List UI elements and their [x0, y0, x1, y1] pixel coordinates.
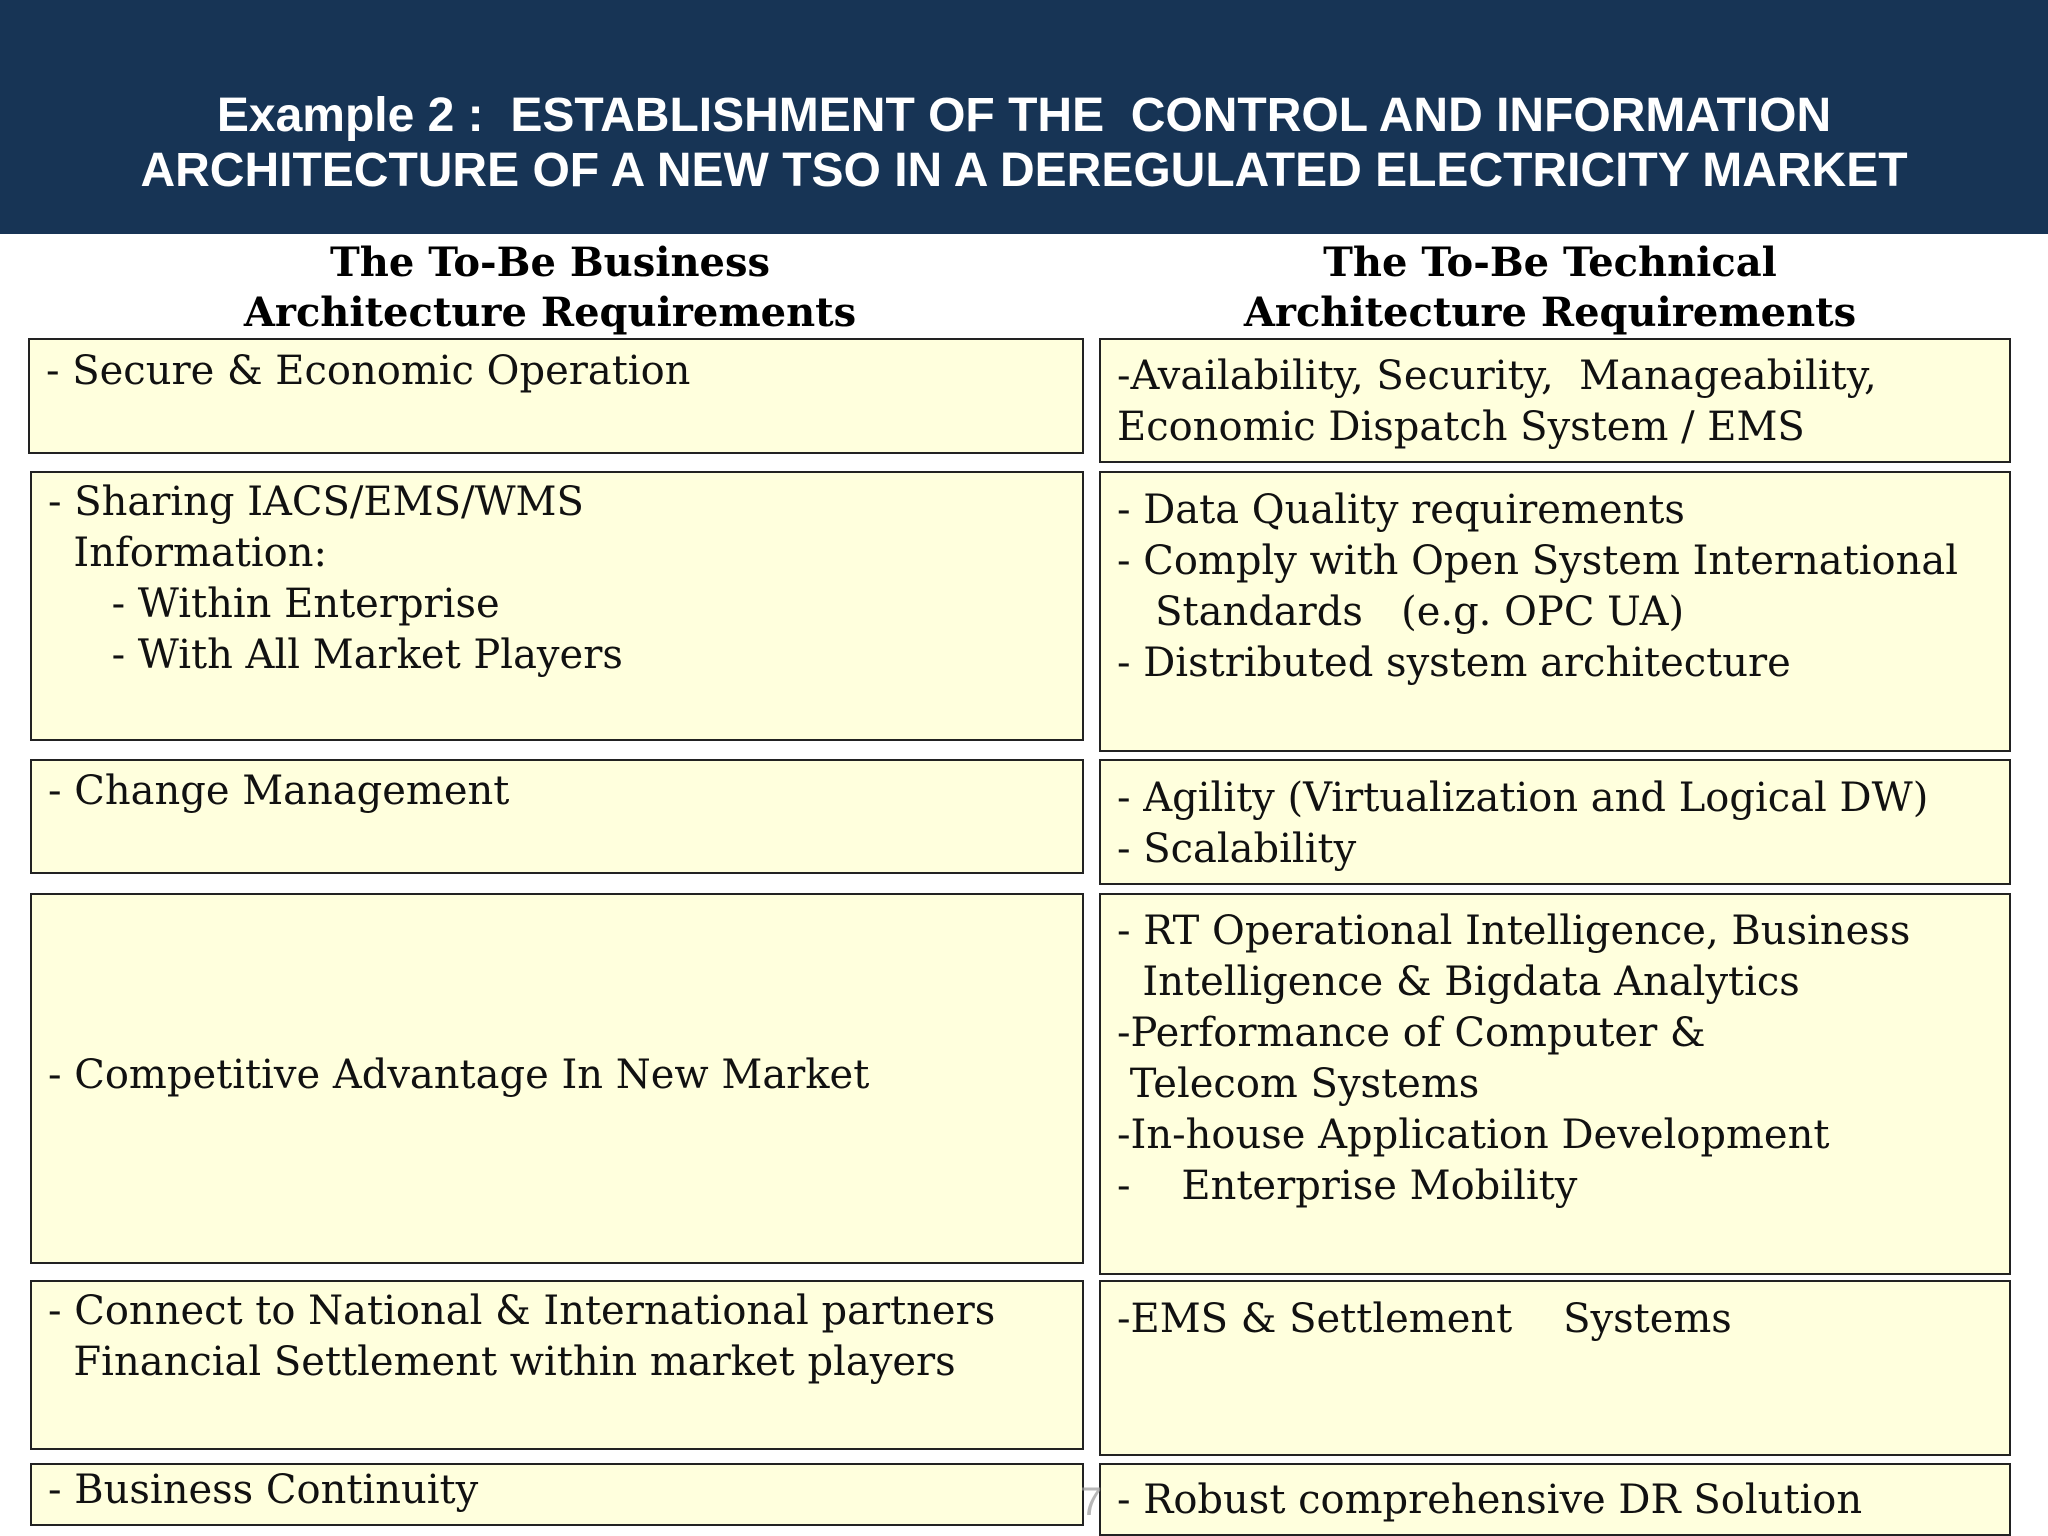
- business-box-line: - Connect to National & International partners: [48, 1288, 996, 1334]
- technical-heading-line-2: Architecture Requirements: [1243, 289, 1857, 336]
- page-number: 7: [1080, 1480, 1103, 1524]
- technical-box-line: Economic Dispatch System / EMS: [1117, 404, 1805, 450]
- business-box-secure-operation: [28, 338, 1084, 454]
- technical-box-line: - RT Operational Intelligence, Business: [1117, 908, 1911, 954]
- business-column-heading: [30, 238, 1070, 338]
- business-box-connect-partners: [30, 1280, 1084, 1450]
- business-box-line: Financial Settlement within market players: [48, 1339, 956, 1385]
- business-heading-line-2: Architecture Requirements: [243, 289, 857, 336]
- technical-column-heading: [1100, 238, 2000, 338]
- technical-box-line: - Comply with Open System International: [1117, 538, 1958, 584]
- business-box-line: - Secure & Economic Operation: [46, 348, 691, 394]
- title-line-1: Example 2 : ESTABLISHMENT OF THE CONTROL AND INFORMATION: [216, 89, 1832, 142]
- page-title: [0, 88, 2048, 198]
- technical-box-line: Standards (e.g. OPC UA): [1117, 589, 1685, 635]
- business-box-line: - Business Continuity: [48, 1467, 479, 1513]
- technical-box-line: - Distributed system architecture: [1117, 640, 1791, 686]
- business-box-line: - Sharing IACS/EMS/WMS: [48, 479, 584, 525]
- technical-box-line: - Robust comprehensive DR Solution: [1117, 1477, 1863, 1523]
- technical-box-line: Telecom Systems: [1117, 1061, 1480, 1107]
- technical-box-line: -EMS & Settlement Systems: [1117, 1296, 1732, 1342]
- business-box-competitive-advantage: [30, 893, 1084, 1264]
- business-box-line: - With All Market Players: [48, 632, 623, 678]
- technical-box-line: -Performance of Computer &: [1117, 1010, 1706, 1056]
- business-box-line: - Within Enterprise: [48, 581, 500, 627]
- technical-box-line: -In-house Application Development: [1117, 1112, 1830, 1158]
- business-box-change-management: [30, 759, 1084, 874]
- business-box-line: - Change Management: [48, 768, 510, 814]
- business-box-business-continuity: [30, 1463, 1084, 1526]
- business-box-line: - Competitive Advantage In New Market: [48, 1052, 870, 1098]
- title-banner: [0, 0, 2048, 234]
- technical-box-ems-settlement: [1099, 1280, 2011, 1456]
- business-heading-line-1: The To-Be Business: [329, 239, 771, 286]
- technical-box-line: - Agility (Virtualization and Logical DW): [1117, 775, 1929, 821]
- technical-box-line: - Enterprise Mobility: [1117, 1163, 1578, 1209]
- technical-box-line: Intelligence & Bigdata Analytics: [1117, 959, 1800, 1005]
- technical-box-line: - Data Quality requirements: [1117, 487, 1685, 533]
- business-box-line: Information:: [48, 530, 327, 576]
- technical-box-line: -Availability, Security, Manageability,: [1117, 353, 1877, 399]
- technical-box-availability: [1099, 338, 2011, 463]
- technical-box-operational-intelligence: [1099, 893, 2011, 1275]
- title-line-2: ARCHITECTURE OF A NEW TSO IN A DEREGULATED ELECTRICITY MARKET: [140, 144, 1908, 197]
- technical-box-agility: [1099, 759, 2011, 885]
- business-box-sharing-information: [30, 471, 1084, 741]
- technical-heading-line-1: The To-Be Technical: [1323, 239, 1777, 286]
- technical-box-data-quality: [1099, 471, 2011, 752]
- technical-box-line: - Scalability: [1117, 826, 1357, 872]
- technical-box-dr-solution: [1099, 1463, 2011, 1536]
